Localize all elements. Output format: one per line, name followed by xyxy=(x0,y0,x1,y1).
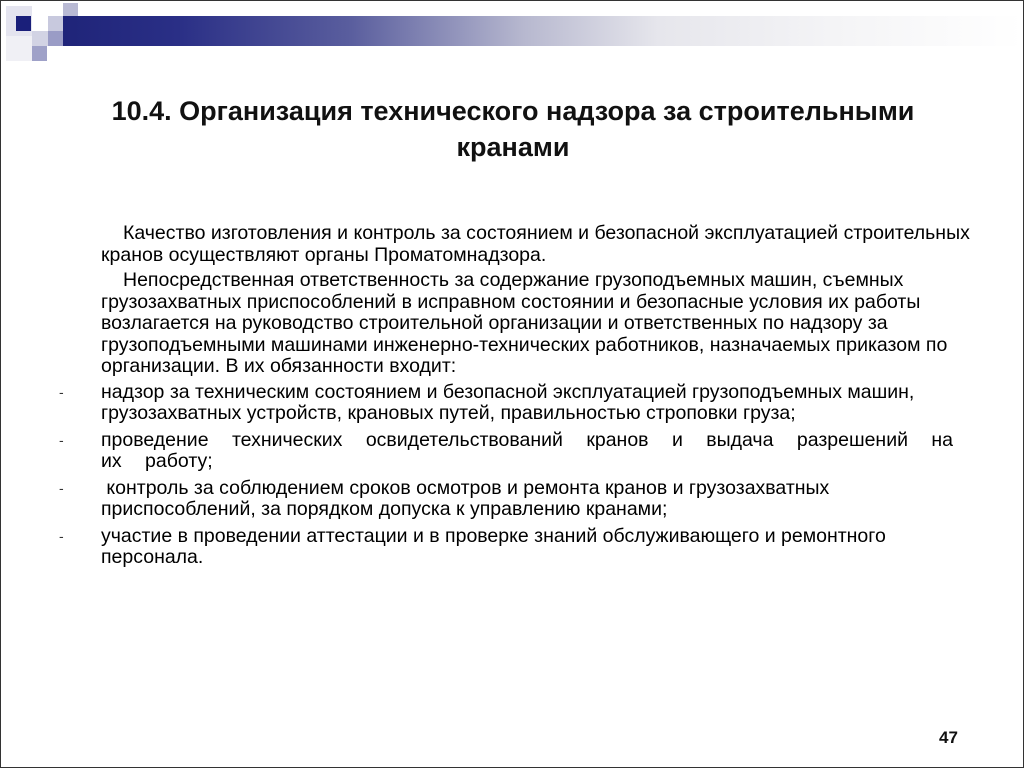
slide-body xyxy=(59,222,971,574)
list-item xyxy=(59,380,971,425)
deco-square xyxy=(48,31,63,46)
header-gradient-bar xyxy=(63,16,1023,46)
list-item-text: участие в проведении аттестации и в проверке знаний обслуживающего и ремонтного персонала. xyxy=(101,524,886,568)
deco-square xyxy=(16,16,31,31)
list-item-text: проведение технических освидетельствований кранов и выдача разрешений на их работу; xyxy=(101,428,954,472)
deco-square xyxy=(48,16,63,31)
slide-title: 10.4. Организация технического надзора за строительными кранами xyxy=(111,96,915,162)
list-item xyxy=(59,476,971,521)
deco-square xyxy=(32,46,47,61)
header-decoration xyxy=(1,1,1024,71)
dash-bullet-icon: - xyxy=(59,383,64,400)
paragraph: Качество изготовления и контроль за состоянием и безопасной эксплуатацией строительных кранов осуществляют органы Проматомнадзора. xyxy=(101,222,970,266)
dash-bullet-icon: - xyxy=(59,479,64,496)
dash-bullet-icon: - xyxy=(59,431,64,448)
deco-square xyxy=(63,3,78,16)
list-item-text: контроль за соблюдением сроков осмотров и ремонта кранов и грузозахватных приспособлений, за порядком допуска к управлению кранами; xyxy=(101,476,835,520)
deco-square xyxy=(32,31,48,46)
paragraph: Непосредственная ответственность за содержание грузоподъемных машин, съемных грузозахватных приспособлений в исправном состоянии и безопасные условия их работы возлагается на руководство строительной организации и ответственных по надзору за грузоподъемными машинами инженерно-технических работников, назначаемых приказом по организации. В их обязанности входит: xyxy=(101,269,948,377)
list-item xyxy=(59,524,971,569)
deco-square xyxy=(6,36,32,61)
page-number: 47 xyxy=(939,728,958,747)
dash-bullet-icon: - xyxy=(59,527,64,544)
list-item xyxy=(59,428,971,473)
list-item-text: надзор за техническим состоянием и безопасной эксплуатацией грузоподъемных машин, грузозахватных устройств, крановых путей, правильностью строповки груза; xyxy=(101,380,915,424)
